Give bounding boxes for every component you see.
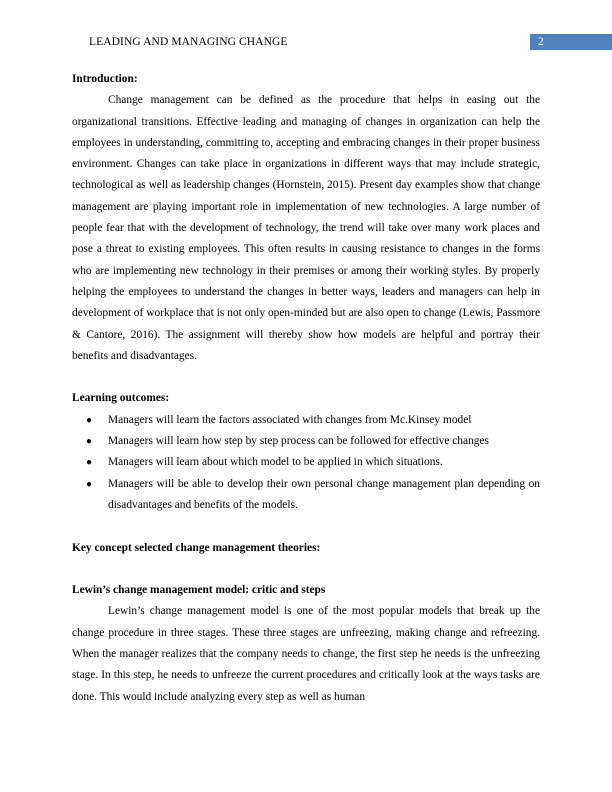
list-item xyxy=(72,452,540,473)
document-body xyxy=(72,69,540,708)
bullet-icon: ● xyxy=(86,436,93,448)
page-number-badge xyxy=(530,34,612,50)
list-item-text: Managers will learn the factors associated with changes from Mc.Kinsey model xyxy=(108,413,472,426)
learning-outcomes-list xyxy=(72,410,540,516)
key-concept-heading: Key concept selected change management theories: xyxy=(72,541,321,554)
list-item-text: Managers will learn how step by step process can be followed for effective changes xyxy=(108,435,489,448)
introduction-paragraph: Change management can be defined as the procedure that helps in easing out the organizational transitions. Effective leading and managing of changes in organization can help the employees in understanding, committing to, accepting and embracing changes in their proper business environment. Changes can take place in organizations in different ways that may include strategic, technological as well as leadership changes (Hornstein, 2015). Present day examples show that change management are playing important role in implementation of new technologies. A large number of people fear that with the development of technology, the trend will take over many work places and pose a threat to existing employees. This often results in causing resistance to changes in the forms who are implementing new technology in their premises or among their working styles. By properly helping the employees to understand the changes in better ways, leaders and managers can help in development of workplace that is not only open-minded but are also open to change (Lewis, Passmore & Cantore, 2016). The assignment will thereby show how models are helpful and portray their benefits and disadvantages. xyxy=(72,94,540,362)
introduction-heading: Introduction: xyxy=(72,73,138,85)
lewin-model-paragraph: Lewin’s change management model is one of the most popular models that break up the change procedure in three stages. These three stages are unfreezing, making change and refreezing. When the manager realizes that the company needs to change, the first step he needs is the unfreezing stage. In this step, he needs to unfreeze the current procedures and critically look at the ways tasks are done. This would include analyzing every step as well as human xyxy=(72,605,540,703)
list-item xyxy=(72,474,540,517)
spacer xyxy=(72,516,540,537)
spacer xyxy=(72,559,540,580)
learning-outcomes-heading: Learning outcomes: xyxy=(72,392,170,405)
bullet-icon: ● xyxy=(86,457,93,469)
bullet-icon: ● xyxy=(86,478,93,490)
list-item xyxy=(72,410,540,431)
running-header-title: LEADING AND MANAGING CHANGE xyxy=(89,36,288,48)
lewin-model-heading: Lewin’s change management model: critic and steps xyxy=(72,584,326,597)
page-number: 2 xyxy=(538,36,544,48)
list-item-text: Managers will be able to develop their own personal change management plan depending on disadvantages and benefits of the models. xyxy=(108,477,540,511)
spacer xyxy=(72,367,540,388)
list-item xyxy=(72,431,540,452)
list-item-text: Managers will learn about which model to be applied in which situations. xyxy=(108,456,443,469)
bullet-icon: ● xyxy=(86,414,93,426)
